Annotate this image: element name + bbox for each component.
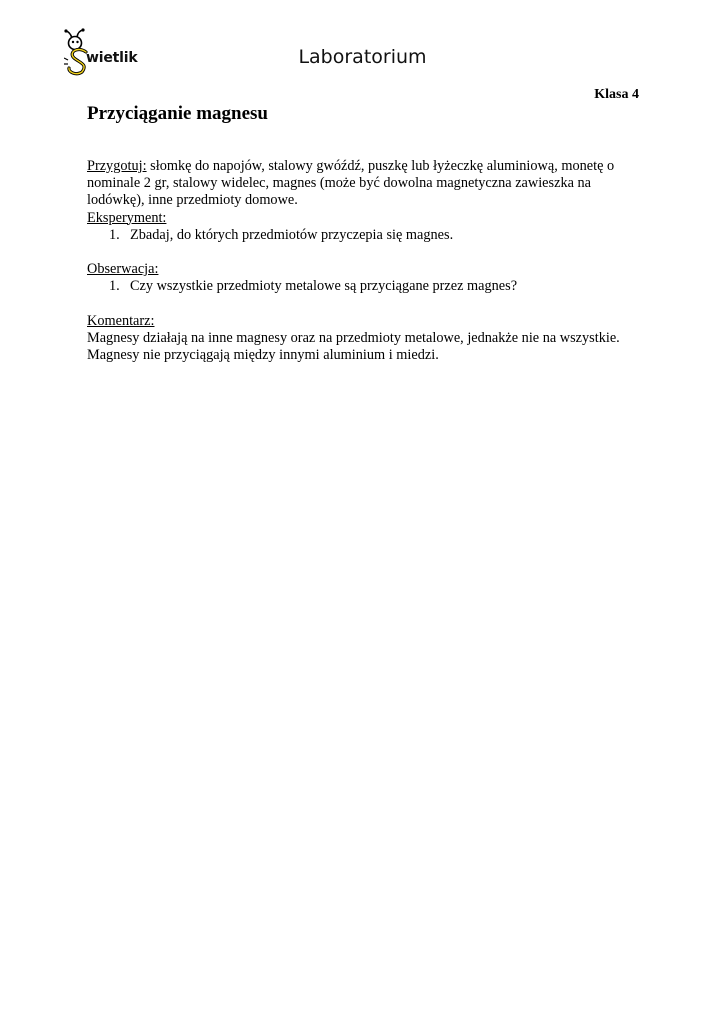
komentarz-line: Magnesy działają na inne magnesy oraz na przedmioty metalowe, jednakże nie na wszystkie. [87,330,620,346]
obserwacja-label: Obserwacja: [87,261,159,278]
eksperyment-label: Eksperyment: [87,209,167,226]
class-label: Klasa 4 [594,87,639,102]
list-item-text: Zbadaj, do których przedmiotów przyczepia się magnes. [130,226,454,243]
obserwacja-section [87,261,647,295]
komentarz-label: Komentarz: [87,312,155,329]
logo-wordmark: wietlik [86,50,138,66]
przygotuj-section [87,158,647,210]
przygotuj-text: słomkę do napojów, stalowy gwóźdź, puszkę lub łyżeczkę aluminiową, monetę o nominale 2 gr, stalowy widelec, magnes (może być dowolna magnetyczna zawieszka na lodówkę), inne przedmioty domowe. [87,158,615,209]
list-item-number: 1. [109,226,120,243]
komentarz-section [87,313,647,365]
list-item-number: 1. [109,278,120,295]
komentarz-line: Magnesy nie przyciągają między innymi aluminium i miedzi. [87,347,439,364]
header-title: Laboratorium [298,46,427,68]
page-title: Przyciąganie magnesu [87,103,269,124]
document-body [87,158,647,382]
eksperyment-section [87,210,647,244]
list-item [87,227,647,244]
list-item [87,278,647,295]
przygotuj-label: Przygotuj: [87,158,147,174]
list-item-text: Czy wszystkie przedmioty metalowe są przyciągane przez magnes? [130,278,518,295]
